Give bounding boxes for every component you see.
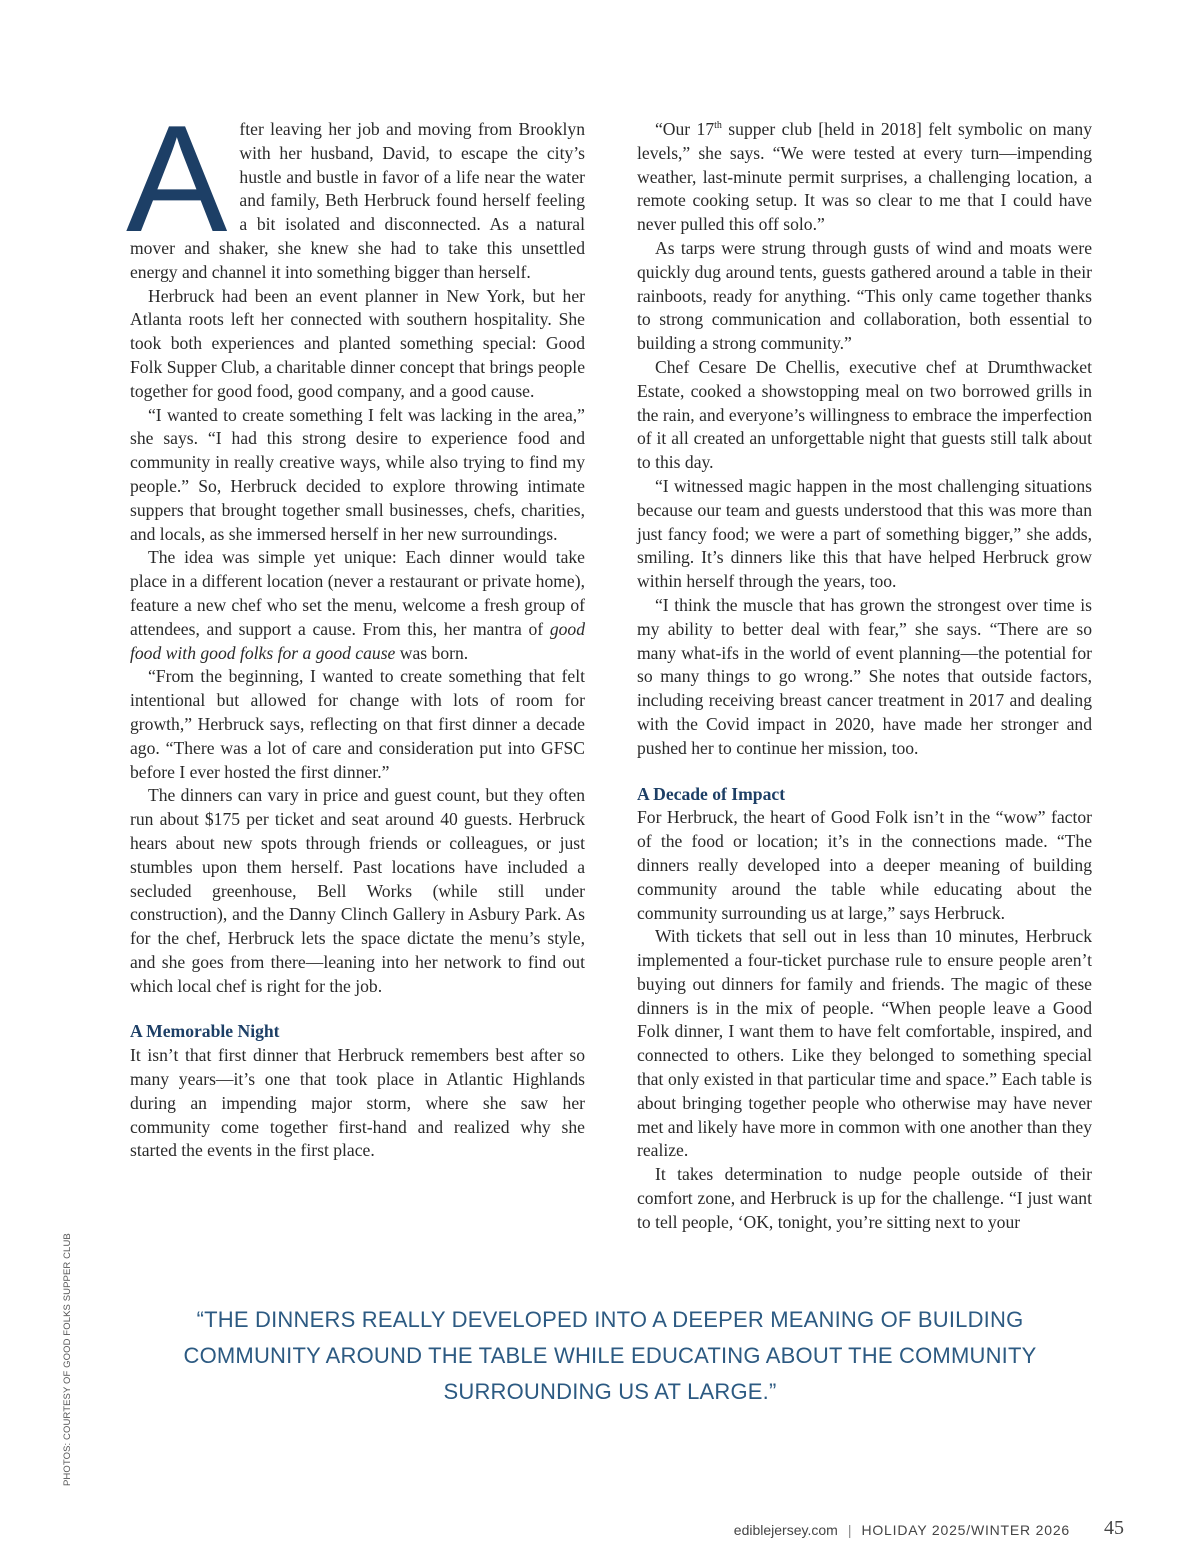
article-paragraph: “From the beginning, I wanted to create something that felt intentional but allowed for change with lots of room for growth,” Herbruck says, reflecting on that first dinner a decade ago. “There was a lot of care and consideration put into GFSC before I ever hosted the first dinner.” [130,666,585,782]
article-paragraph: Herbruck had been an event planner in New York, but her Atlanta roots left her connected with southern hospitality. She took both experiences and planted something special: Good Folk Supper Club, a charitable dinner concept that brings people together for good food, good company, and a good cause. [130,285,585,401]
article-paragraph-intro [126,94,585,285]
article-paragraph: Chef Cesare De Chellis, executive chef at Drumthwacket Estate, cooked a showstopping meal on two borrowed grills in the rain, and everyone’s willingness to embrace the imperfection of it all created an unforgettable night that guests still talk about to this day. [637,356,1092,473]
paragraph-text: was born. [395,642,469,663]
paragraph-text: supper club [held in 2018] felt symbolic on many levels,” she says. “We were tested at every turn—impending weather, last-minute permit surprises, a challenging location, a remote cooking setup. It was so clear to me that I could have never pulled this off solo.” [637,119,1092,235]
subheading-decade-of-impact: A Decade of Impact [637,783,786,804]
article-paragraph: For Herbruck, the heart of Good Folk isn’t in the “wow” factor of the food or location; it’s in the connections made. “The dinners really developed into a deeper meaning of building community around the table while educating about the community surrounding us at large,” says Herbruck. [637,807,1092,923]
article-paragraph: The dinners can vary in price and guest count, but they often run about $175 per ticket and seat around 40 guests. Herbruck hears about new spots through friends or colleagues, or just stumbles upon them herself. Past locations have included a secluded greenhouse, Bell Works (while still under construction), and the Danny Clinch Gallery in Asbury Park. As for the chef, Herbruck lets the space dictate the menu’s style, and she goes from there—leaning into her network to find out which local chef is right for the job. [130,785,585,996]
drop-cap: A [126,94,228,264]
subheading-memorable-night: A Memorable Night [130,1021,280,1042]
article-paragraph: “I think the muscle that has grown the strongest over time is my ability to better deal with fear,” she says. “There are so many what-ifs in the world of event planning—the potential for so many things to go wrong.” She notes that outside factors, including receiving breast cancer treatment in 2017 and dealing with the Covid impact in 2020, have made her stronger and pushed her to continue her mission, too. [637,594,1092,758]
pull-quote: “THE DINNERS REALLY DEVELOPED INTO A DEEPER MEANING OF BUILDING COMMUNITY AROUND THE TABLE WHILE EDUCATING ABOUT THE COMMUNITY SURROUNDING US AT LARGE.” [183,1307,1037,1404]
article-paragraph: It isn’t that first dinner that Herbruck remembers best after so many years—it’s one that took place in Atlantic Highlands during an impending major storm, where she saw her community come together first-hand and realized why she started the events in the first place. [130,1045,585,1161]
page-footer [600,1522,1070,1538]
article-column-right [637,118,1092,1235]
footer-issue: HOLIDAY 2025/WINTER 2026 [861,1522,1070,1538]
ordinal-superscript: th [714,120,722,131]
article-paragraph: With tickets that sell out in less than 10 minutes, Herbruck implemented a four-ticket purchase rule to ensure people aren’t buying out dinners for family and friends. The magic of these dinners is in the mix of people. “When people leave a Good Folk dinner, I want them to have felt comfortable, inspired, and connected to others. Like they belonged to something special that only existed in that particular time and space.” Each table is about bringing together people who otherwise may have never met and likely have more in common with one another than they realize. [637,926,1092,1161]
article-paragraph: “I wanted to create something I felt was lacking in the area,” she says. “I had this strong desire to experience food and community in really creative ways, while also trying to find my people.” So, Herbruck decided to explore throwing intimate suppers that brought together small businesses, chefs, charities, and locals, as she immersed herself in her new surroundings. [130,404,585,544]
article-paragraph [130,546,585,665]
article-paragraph [637,118,1092,237]
article-column-left [126,94,585,1163]
article-paragraph: As tarps were strung through gusts of wind and moats were quickly dug around tents, guests gathered around a table in their rainboots, ready for anything. “This only came together thanks to strong communication and collaboration, both essential to building a strong community.” [637,237,1092,354]
mantra-italic: good food with good folks for a good cause [130,618,585,663]
paragraph-text: “Our 17 [655,119,715,139]
intro-text: fter leaving her job and moving from Brooklyn with her husband, David, to escape the city’s hustle and bustle in favor of a life near the water and family, Beth Herbruck found herself feeling a bit isolated and disconnected. As a natural mover and shaker, she knew she had to take this unsettled energy and channel it into something bigger than herself. [130,119,585,282]
article-paragraph: “I witnessed magic happen in the most challenging situations because our team and guests understood that this was more than just fancy food; we were a part of something bigger,” she adds, smiling. It’s dinners like this that have helped Herbruck grow within herself through the years, too. [637,475,1092,592]
page-number: 45 [1104,1517,1124,1539]
footer-site-link[interactable]: ediblejersey.com [733,1522,838,1538]
footer-separator: | [847,1522,852,1538]
photo-credit: PHOTOS: COURTESY OF GOOD FOLKS SUPPER CLUB [62,1233,73,1486]
article-paragraph: It takes determination to nudge people outside of their comfort zone, and Herbruck is up for the challenge. “I just want to tell people, ‘OK, tonight, you’re sitting next to your [637,1164,1092,1232]
paragraph-text: The idea was simple yet unique: Each dinner would take place in a different location (never a restaurant or private home), feature a new chef who set the menu, welcome a fresh group of attendees, and support a cause. From this, her mantra of [130,547,585,639]
